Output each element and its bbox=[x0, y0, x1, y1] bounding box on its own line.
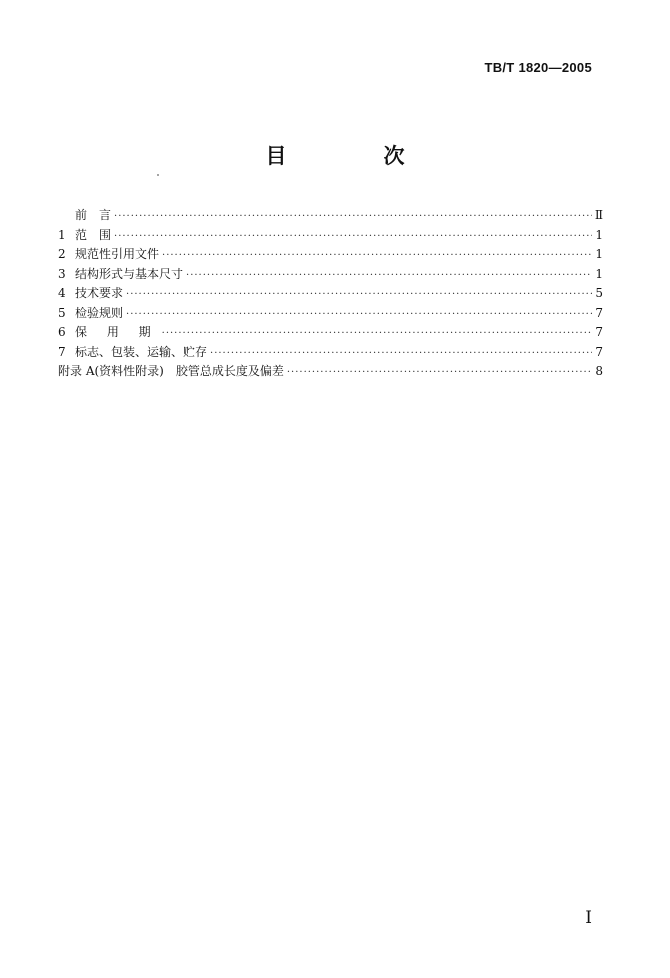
toc-entry-label: 标志、包装、运输、贮存 bbox=[75, 344, 208, 359]
toc-entry-inspection-rules[interactable] bbox=[58, 304, 603, 324]
dot-leader bbox=[126, 285, 592, 305]
toc-entry-number: 5 bbox=[58, 305, 66, 320]
toc-entry-label: 技术要求 bbox=[75, 286, 124, 300]
toc-entry-warranty-period[interactable] bbox=[58, 323, 603, 343]
toc-entry-foreword[interactable] bbox=[58, 206, 603, 226]
toc-entry-appendix-a[interactable] bbox=[58, 362, 603, 382]
dot-leader bbox=[162, 246, 592, 266]
toc-title: 目 次 bbox=[265, 144, 443, 168]
toc-entry-number: 7 bbox=[58, 344, 66, 359]
toc-entry-label: 结构形式与基本尺寸 bbox=[75, 266, 184, 281]
toc-entry-label: 检验规则 bbox=[75, 305, 124, 320]
toc-entry-page: 7 bbox=[595, 325, 603, 339]
toc-entry-label: 保 用 期 bbox=[75, 325, 159, 339]
standard-number: TB/T 1820—2005 bbox=[484, 60, 592, 75]
toc-entry-number: 3 bbox=[58, 266, 66, 281]
toc-entry-label: 范 围 bbox=[75, 227, 112, 242]
toc-entry-number: 6 bbox=[58, 325, 66, 339]
scan-speck bbox=[157, 174, 159, 176]
toc-entry-page: 8 bbox=[595, 364, 603, 378]
toc-entry-marking-packaging[interactable] bbox=[58, 343, 603, 363]
toc-entry-number: 2 bbox=[58, 247, 66, 261]
dot-leader bbox=[186, 266, 592, 286]
toc-entry-page: 1 bbox=[595, 247, 603, 261]
toc-entry-page: 1 bbox=[595, 227, 603, 242]
dot-leader bbox=[114, 207, 592, 227]
toc-entry-technical-requirements[interactable] bbox=[58, 284, 603, 304]
dot-leader bbox=[287, 363, 592, 383]
toc-entry-normative-references[interactable] bbox=[58, 245, 603, 265]
dot-leader bbox=[114, 227, 592, 247]
toc-entry-scope[interactable] bbox=[58, 226, 603, 246]
toc-entry-page: Ⅱ bbox=[594, 208, 603, 222]
toc-entry-structure-dimensions[interactable] bbox=[58, 265, 603, 285]
dot-leader bbox=[210, 344, 592, 364]
dot-leader bbox=[162, 324, 592, 344]
toc-entry-page: 7 bbox=[595, 305, 603, 320]
toc-entry-label: 前 言 bbox=[75, 208, 112, 222]
toc-entry-label: 规范性引用文件 bbox=[75, 247, 160, 261]
toc-entry-page: 1 bbox=[595, 266, 603, 281]
dot-leader bbox=[126, 305, 592, 325]
table-of-contents bbox=[58, 206, 603, 382]
toc-entry-number: 1 bbox=[58, 227, 66, 242]
page-number: I bbox=[585, 908, 592, 928]
toc-entry-page: 5 bbox=[595, 286, 603, 300]
toc-entry-page: 7 bbox=[595, 344, 603, 359]
toc-entry-number: 4 bbox=[58, 286, 66, 300]
toc-entry-label: 附录 A(资料性附录) 胶管总成长度及偏差 bbox=[58, 364, 284, 378]
